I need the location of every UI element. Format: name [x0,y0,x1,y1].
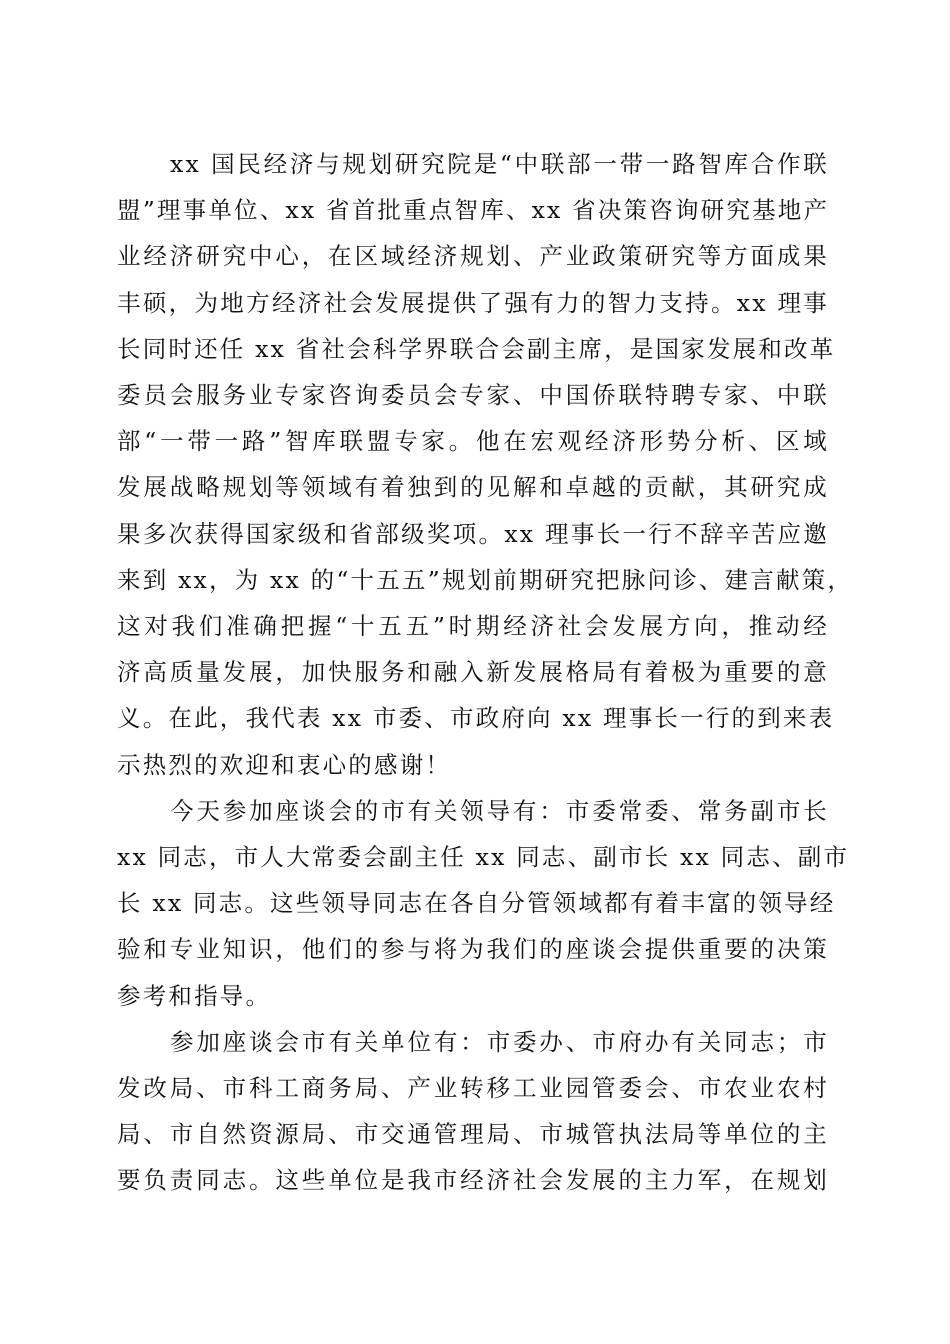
text-line: 示热烈的欢迎和衷心的感谢！ [117,750,452,779]
text-line: 业经济研究中心，在区域经济规划、产业政策研究等方面成果 [117,242,829,271]
text-line: 义。在此，我代表 xx 市委、市政府向 xx 理事长一行的到来表 [117,704,835,733]
text-line: 参考和指导。 [117,981,272,1010]
text-line: 今天参加座谈会的市有关领导有：市委常委、常务副市长 [170,796,829,825]
text-line: 部“一带一路”智库联盟专家。他在宏观经济形势分析、区域 [117,427,829,456]
text-line: 来到 xx，为 xx 的“十五五”规划前期研究把脉问诊、建言献策， [117,565,854,594]
text-line: 局、市自然资源局、市交通管理局、市城管执法局等单位的主 [117,1120,829,1149]
text-line: 济高质量发展，加快服务和融入新发展格局有着极为重要的意 [117,658,829,687]
paragraph-city-leaders [117,788,850,1019]
text-line: 要负责同志。这些单位是我市经济社会发展的主力军，在规划 [117,1166,829,1195]
text-line: xx 同志，市人大常委会副主任 xx 同志、副市长 xx 同志、副市 [117,843,850,872]
text-line: 验和专业知识，他们的参与将为我们的座谈会提供重要的决策 [117,935,829,964]
text-line: 丰硕，为地方经济社会发展提供了强有力的智力支持。xx 理事 [117,288,829,317]
text-line: 盟”理事单位、xx 省首批重点智库、xx 省决策咨询研究基地产 [117,196,830,225]
text-line: 长同时还任 xx 省社会科学界联合会副主席，是国家发展和改革 [117,334,836,363]
text-line: 发改局、市科工商务局、产业转移工业园管委会、市农业农村 [117,1074,829,1103]
paragraph-city-units [117,1019,829,1204]
document-body [117,141,854,1204]
paragraph-institute-intro [117,141,854,788]
text-line: 果多次获得国家级和省部级奖项。xx 理事长一行不辞辛苦应邀 [117,519,829,548]
text-line: xx 国民经济与规划研究院是“中联部一带一路智库合作联 [170,150,829,178]
text-line: 参加座谈会市有关单位有：市委办、市府办有关同志；市 [170,1027,829,1056]
text-line: 这对我们准确把握“十五五”时期经济社会发展方向，推动经 [117,612,829,641]
text-line: 长 xx 同志。这些领导同志在各自分管领域都有着丰富的领导经 [117,889,836,918]
text-line: 委员会服务业专家咨询委员会专家、中国侨联特聘专家、中联 [117,381,829,410]
text-line: 发展战略规划等领域有着独到的见解和卓越的贡献，其研究成 [117,473,829,502]
